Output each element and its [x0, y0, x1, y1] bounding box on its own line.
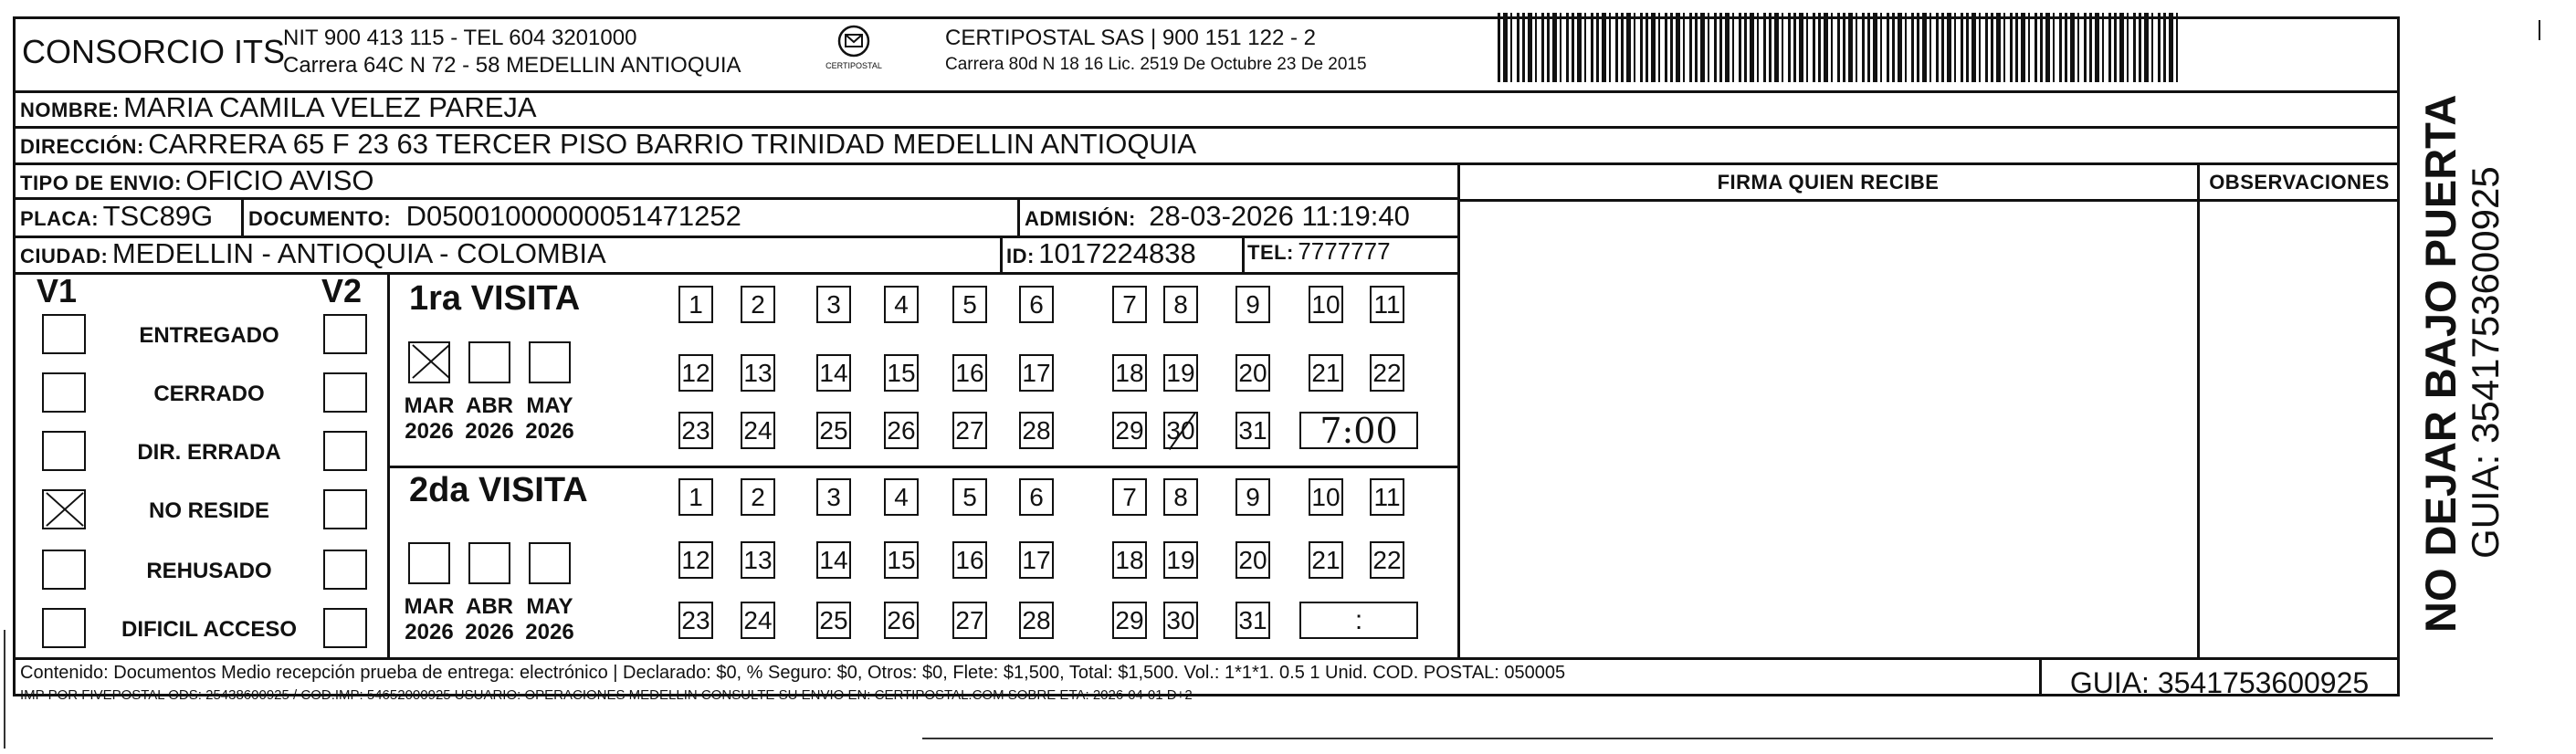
v2-checkbox[interactable]: [323, 314, 367, 354]
bottom-rule: [922, 738, 2493, 739]
placa-label: PLACA:: [20, 207, 100, 230]
day-box[interactable]: 25: [816, 602, 851, 639]
day-box[interactable]: 15: [884, 541, 919, 579]
day-box[interactable]: 11: [1370, 478, 1404, 516]
year-label: 2026: [465, 620, 514, 644]
day-box[interactable]: 9: [1235, 286, 1270, 323]
day-box[interactable]: 11: [1370, 286, 1404, 323]
month-checkbox[interactable]: [468, 341, 510, 383]
day-box[interactable]: 29: [1112, 412, 1147, 449]
day-box[interactable]: 21: [1309, 541, 1343, 579]
day-box[interactable]: 10: [1309, 286, 1343, 323]
v1-checkbox[interactable]: [42, 314, 86, 354]
admision-cell: [1025, 200, 1410, 233]
day-box[interactable]: 17: [1019, 541, 1054, 579]
v1-checkbox[interactable]: [42, 608, 86, 648]
day-box[interactable]: 3: [816, 478, 851, 516]
day-box[interactable]: 20: [1235, 541, 1270, 579]
edge-tick: [2539, 20, 2540, 40]
nombre-value: MARIA CAMILA VELEZ PAREJA: [123, 91, 537, 123]
certipostal-line2: Carrera 80d N 18 16 Lic. 2519 De Octubre 23 De 2015: [945, 55, 1367, 74]
tipo-row: [20, 164, 374, 197]
direccion-label: DIRECCIÓN:: [20, 135, 144, 158]
v2-checkbox[interactable]: [323, 550, 367, 590]
day-box[interactable]: 15: [884, 354, 919, 392]
nombre-row: [20, 91, 537, 124]
day-box[interactable]: 18: [1112, 354, 1147, 392]
v1-checkbox[interactable]: [42, 489, 86, 529]
placa-value: TSC89G: [102, 200, 214, 232]
v1-checkbox[interactable]: [42, 550, 86, 590]
day-box[interactable]: 24: [741, 602, 775, 639]
day-box[interactable]: 5: [952, 478, 987, 516]
v1-label: V1: [37, 272, 78, 309]
documento-label: DOCUMENTO:: [248, 207, 392, 230]
documento-cell: [248, 200, 741, 233]
v1-checkbox[interactable]: [42, 372, 86, 413]
day-box[interactable]: 30: [1163, 602, 1198, 639]
day-box[interactable]: 8: [1163, 478, 1198, 516]
status-label: DIFICIL ACCESO: [121, 617, 297, 642]
day-box[interactable]: 24: [741, 412, 775, 449]
company-address: Carrera 64C N 72 - 58 MEDELLIN ANTIOQUIA: [283, 53, 741, 78]
day-box[interactable]: 31: [1235, 602, 1270, 639]
day-box[interactable]: 1: [678, 286, 713, 323]
company-nit-tel: NIT 900 413 115 - TEL 604 3201000: [283, 26, 637, 50]
status-label: NO RESIDE: [148, 498, 270, 523]
day-box[interactable]: 28: [1019, 412, 1054, 449]
day-box[interactable]: 2: [741, 286, 775, 323]
day-box[interactable]: 14: [816, 354, 851, 392]
documento-value: D05001000000051471252: [405, 200, 741, 232]
day-box[interactable]: 22: [1370, 354, 1404, 392]
left-edge-rule: [4, 630, 5, 749]
month-label: MAY: [526, 393, 573, 418]
day-box[interactable]: 7: [1112, 478, 1147, 516]
side-warning: NO DEJAR BAJO PUERTA: [2416, 94, 2465, 633]
second-visit-title: 2da VISITA: [409, 471, 588, 509]
footer-guia: GUIA: 3541753600925: [2069, 666, 2370, 699]
day-box[interactable]: 28: [1019, 602, 1054, 639]
year-label: 2026: [465, 419, 514, 444]
day-box[interactable]: 13: [741, 541, 775, 579]
day-box[interactable]: 25: [816, 412, 851, 449]
day-box[interactable]: 18: [1112, 541, 1147, 579]
nombre-label: NOMBRE:: [20, 99, 120, 121]
day-box[interactable]: 30: [1163, 412, 1198, 449]
day-box[interactable]: 29: [1112, 602, 1147, 639]
day-box[interactable]: 4: [884, 286, 919, 323]
footer-line1: Contenido: Documentos Medio recepción prueba de entrega: electrónico | Declarado: $0, % Seguro: $0, Otros: $0, Flete: $1,500, Total: $1,500. Vol.: 1*1*1. 0.5 1 Unid. COD. POSTAL: 050005: [20, 663, 1566, 683]
tipo-label: TIPO DE ENVIO:: [20, 172, 182, 194]
v2-checkbox[interactable]: [323, 431, 367, 471]
admision-value: 28-03-2026 11:19:40: [1149, 200, 1410, 232]
day-box[interactable]: 20: [1235, 354, 1270, 392]
day-box[interactable]: 26: [884, 412, 919, 449]
year-label: 2026: [405, 620, 454, 644]
observaciones-header: OBSERVACIONES: [2209, 171, 2390, 194]
direccion-row: [20, 128, 1196, 161]
day-box[interactable]: 6: [1019, 286, 1054, 323]
day-box[interactable]: 13: [741, 354, 775, 392]
v2-checkbox[interactable]: [323, 608, 367, 648]
certipostal-line1: CERTIPOSTAL SAS | 900 151 122 - 2: [945, 26, 1316, 50]
first-visit-title: 1ra VISITA: [409, 279, 581, 318]
month-checkbox[interactable]: [529, 542, 571, 584]
v2-checkbox[interactable]: [323, 372, 367, 413]
tel-label: TEL:: [1247, 241, 1294, 264]
second-visit-time[interactable]: :: [1299, 602, 1418, 639]
day-box[interactable]: 23: [678, 602, 713, 639]
day-box[interactable]: 9: [1235, 478, 1270, 516]
status-label: REHUSADO: [146, 559, 272, 583]
placa-cell: [20, 200, 213, 233]
status-label: ENTREGADO: [139, 323, 279, 348]
ciudad-value: MEDELLIN - ANTIOQUIA - COLOMBIA: [111, 237, 606, 269]
day-box[interactable]: 3: [816, 286, 851, 323]
footer-line2: IMP POR FIVEPOSTAL ODS: 25438600925 / COD.IMP: 54652000925 USUARIO: OPERACIONES MEDELLIN CONSULTE SU ENVIO EN: CERTIPOSTAL.COM SOBRE ETA: 2026-04-01 D+2: [20, 687, 1193, 703]
month-checkbox[interactable]: [529, 341, 571, 383]
day-box[interactable]: 4: [884, 478, 919, 516]
v1-checkbox[interactable]: [42, 431, 86, 471]
month-label: ABR: [466, 393, 513, 418]
day-box[interactable]: 12: [678, 354, 713, 392]
day-box[interactable]: 19: [1163, 541, 1198, 579]
day-box[interactable]: 7: [1112, 286, 1147, 323]
direccion-value: CARRERA 65 F 23 63 TERCER PISO BARRIO TRINIDAD MEDELLIN ANTIOQUIA: [148, 128, 1197, 160]
day-box[interactable]: 21: [1309, 354, 1343, 392]
ciudad-cell: [20, 237, 606, 270]
v2-label: V2: [321, 272, 363, 309]
day-box[interactable]: 10: [1309, 478, 1343, 516]
day-box[interactable]: 22: [1370, 541, 1404, 579]
month-checkbox[interactable]: [408, 341, 450, 383]
day-box[interactable]: 26: [884, 602, 919, 639]
day-box[interactable]: 17: [1019, 354, 1054, 392]
year-label: 2026: [405, 419, 454, 444]
ciudad-label: CIUDAD:: [20, 245, 109, 267]
month-label: MAR: [404, 594, 455, 619]
day-box[interactable]: 23: [678, 412, 713, 449]
day-box[interactable]: 27: [952, 602, 987, 639]
firma-header: FIRMA QUIEN RECIBE: [1717, 171, 1940, 194]
id-label: ID:: [1006, 245, 1035, 267]
month-label: ABR: [466, 594, 513, 619]
tel-value: 7777777: [1298, 237, 1391, 265]
first-visit-time[interactable]: 7:00: [1299, 412, 1418, 449]
month-label: MAR: [404, 393, 455, 418]
id-cell: [1006, 237, 1196, 270]
side-guia: GUIA: 3541753600925: [2464, 166, 2507, 559]
month-label: MAY: [526, 594, 573, 619]
day-box[interactable]: 19: [1163, 354, 1198, 392]
day-box[interactable]: 6: [1019, 478, 1054, 516]
day-box[interactable]: 16: [952, 354, 987, 392]
v2-checkbox[interactable]: [323, 489, 367, 529]
day-box[interactable]: 16: [952, 541, 987, 579]
year-label: 2026: [525, 419, 574, 444]
day-box[interactable]: 14: [816, 541, 851, 579]
day-strike-mark: [1169, 412, 1196, 450]
month-checkbox[interactable]: [408, 542, 450, 584]
day-box[interactable]: 8: [1163, 286, 1198, 323]
month-checkbox[interactable]: [468, 542, 510, 584]
status-label: DIR. ERRADA: [137, 440, 281, 465]
tipo-value: OFICIO AVISO: [185, 164, 374, 196]
day-box[interactable]: 2: [741, 478, 775, 516]
day-box[interactable]: 1: [678, 478, 713, 516]
admision-label: ADMISIÓN:: [1025, 207, 1136, 230]
id-value: 1017224838: [1038, 237, 1196, 269]
day-box[interactable]: 31: [1235, 412, 1270, 449]
day-box[interactable]: 12: [678, 541, 713, 579]
status-label: CERRADO: [153, 382, 265, 406]
year-label: 2026: [525, 620, 574, 644]
day-box[interactable]: 27: [952, 412, 987, 449]
day-box[interactable]: 5: [952, 286, 987, 323]
tel-cell: [1247, 237, 1391, 266]
logo-text: CERTIPOSTAL: [825, 61, 882, 70]
company-name: CONSORCIO ITS: [22, 33, 286, 70]
